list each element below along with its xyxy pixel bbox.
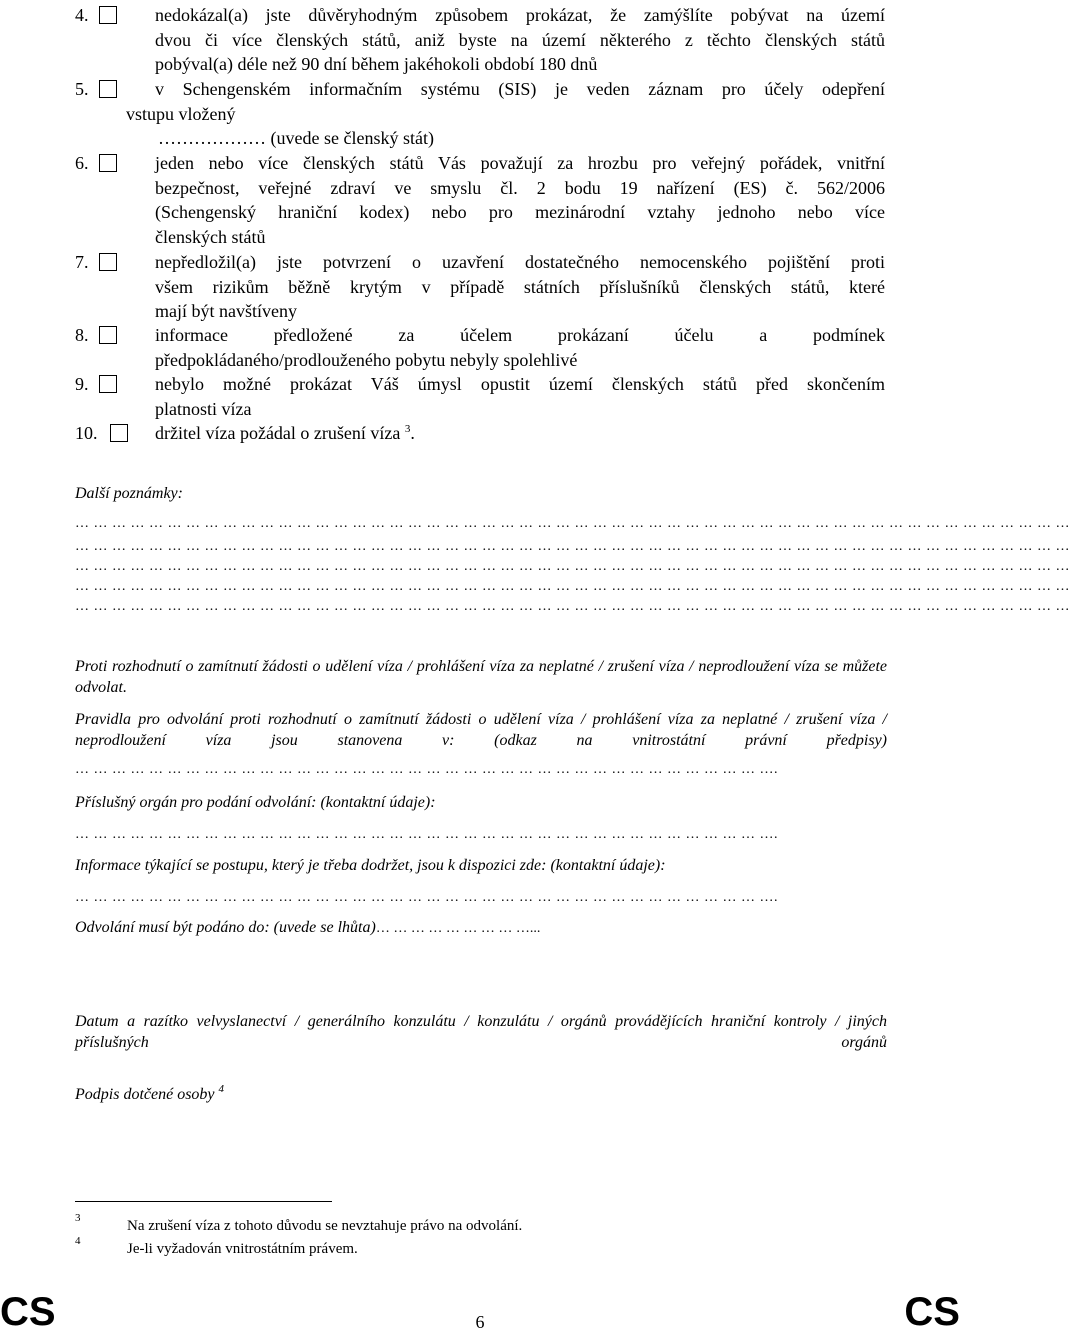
date-stamp-label: Datum a razítko velvyslanectví / generálního konzulátu / konzulátu / orgánů provádějících hraniční kontroly / jiných příslušných orgánů [75,1013,887,1051]
item-text [155,372,885,421]
item-number: 8. [75,325,89,345]
item-line: nepředložil(a) jste potvrzení o uzavření dostatečného nemocenského pojištění proti [155,252,885,272]
item-line: v Schengenském informačním systému (SIS) je veden záznam pro účely odepření [155,79,885,99]
item-line: pobýval(a) déle než 90 dní během jakéhokoli období 180 dnů [155,54,598,74]
item-number: 5. [75,79,89,99]
notes-line-3[interactable]: … … … … … … … … … … … … … … … … … … … … … … … … … … … … … … … … … … … … … … … … … … … … … … … … … … … … … … [75,559,1070,574]
notes-line-5[interactable]: … … … … … … … … … … … … … … … … … … … … … … … … … … … … … … … … … … … … … … … … … … … … … … … … … … … … … … [75,599,1070,614]
signature-label [75,1085,887,1107]
item-text [155,323,885,372]
item-text [155,421,885,449]
item-line: vstupu vložený [126,103,236,124]
footnote-rule [75,1201,332,1202]
item-line: nebylo možné prokázat Váš úmysl opustit území členských států před skončením [155,374,885,394]
item-number: 9. [75,374,89,394]
authority-label: Příslušný orgán pro podání odvolání: (kontaktní údaje): [75,794,436,811]
procedure-line[interactable]: … … … … … … … … … … … … … … … … … … … … … … … … … … … … … … … … … … … … … …. [75,890,778,905]
checkbox[interactable] [99,6,117,24]
checkbox[interactable] [99,326,117,344]
item-number: 7. [75,252,89,272]
item-line [155,421,885,449]
item-line: ……………… (uvede se členský stát) [158,128,434,148]
checkbox[interactable] [99,253,117,271]
checkbox[interactable] [99,154,117,172]
deadline-row [75,918,887,940]
footnote-ref: 3 [404,423,411,435]
page-number: 6 [475,1312,485,1332]
notes-line-2[interactable]: … … … … … … … … … … … … … … … … … … … … … … … … … … … … … … … … … … … … … … … … … … … … … … … … … … … … … … [75,539,1070,554]
item-number: 10. [75,423,98,443]
item-line: jeden nebo více členských států Vás považují za hrozbu pro veřejný pořádek, vnitřní [155,153,885,173]
item-line-text: držitel víza požádal o zrušení víza [155,423,401,443]
item-line-tail: . [410,423,415,443]
appeal-rules: Pravidla pro odvolání proti rozhodnutí o zamítnutí žádosti o udělení víza / prohlášení víza za neplatné / zrušení víza / neprodloužení víza jsou stanovena v: (odkaz na vnitrostátní právní předpisy) [75,711,887,749]
language-code-left: CS [0,1290,56,1334]
item-line: platnosti víza [155,398,252,419]
item-text [155,151,885,249]
notes-label: Další poznámky: [75,485,183,502]
item-line: (Schengenský hraniční kodex) nebo pro mezinárodní vztahy jednoho nebo více [155,202,885,222]
checkbox[interactable] [99,375,117,393]
appeal-rules-line[interactable]: … … … … … … … … … … … … … … … … … … … … … … … … … … … … … … … … … … … … … …. [75,762,778,777]
checkbox[interactable] [99,80,117,98]
footnote-text: Je-li vyžadován vnitrostátním právem. [127,1241,358,1257]
item-line: nedokázal(a) jste důvěryhodným způsobem prokázat, že zamýšlíte pobývat na území [155,5,885,25]
item-number: 6. [75,153,89,173]
item-text [155,77,885,102]
signature-label-text: Podpis dotčené osoby [75,1086,215,1103]
footnote-text: Na zrušení víza z tohoto důvodu se nevztahuje právo na odvolání. [127,1218,523,1234]
footnote-ref: 4 [218,1083,225,1095]
footnote-mark: 3 [75,1212,81,1224]
item-line: dvou či více členských států, aniž byste na území některého z těchto členských států [155,29,885,50]
item-line: bezpečnost, veřejné zdraví ve smyslu čl. 2 bodu 19 nařízení (ES) č. 562/2006 [155,177,885,198]
deadline-label: Odvolání musí být podáno do: (uvede se lhůta) [75,919,376,936]
item-text [155,3,885,77]
procedure-label: Informace týkající se postupu, který je třeba dodržet, jsou k dispozici zde: (kontaktní údaje): [75,857,666,874]
item-number: 4. [75,5,89,25]
deadline-line[interactable]: … … … … … … … … …... [375,921,541,936]
item-line: mají být navštíveny [155,301,297,321]
item-line: členských států [155,226,266,247]
language-code-right: CS [904,1290,960,1334]
footnote-mark: 4 [75,1235,81,1247]
item-line: informace předložené za účelem prokázaní účelu a podmínek [155,325,885,345]
item-line: všem rizikům běžně krytým v případě státních příslušníků členských států, které [155,276,885,297]
appeal-notice: Proti rozhodnutí o zamítnutí žádosti o udělení víza / prohlášení víza za neplatné / zrušení víza / neprodloužení víza se můžete odvolat. [75,658,887,696]
item-text [155,250,885,324]
notes-line-4[interactable]: … … … … … … … … … … … … … … … … … … … … … … … … … … … … … … … … … … … … … … … … … … … … … … … … … … … … … … [75,579,1070,594]
item-line: předpokládaného/prodlouženého pobytu nebyly spolehlivé [155,349,578,370]
checkbox[interactable] [110,424,128,442]
authority-line[interactable]: … … … … … … … … … … … … … … … … … … … … … … … … … … … … … … … … … … … … … …. [75,827,778,842]
notes-line-1[interactable]: … … … … … … … … … … … … … … … … … … … … … … … … … … … … … … … … … … … … … … … … … … … … … … … … … … … … … … [75,516,1070,531]
